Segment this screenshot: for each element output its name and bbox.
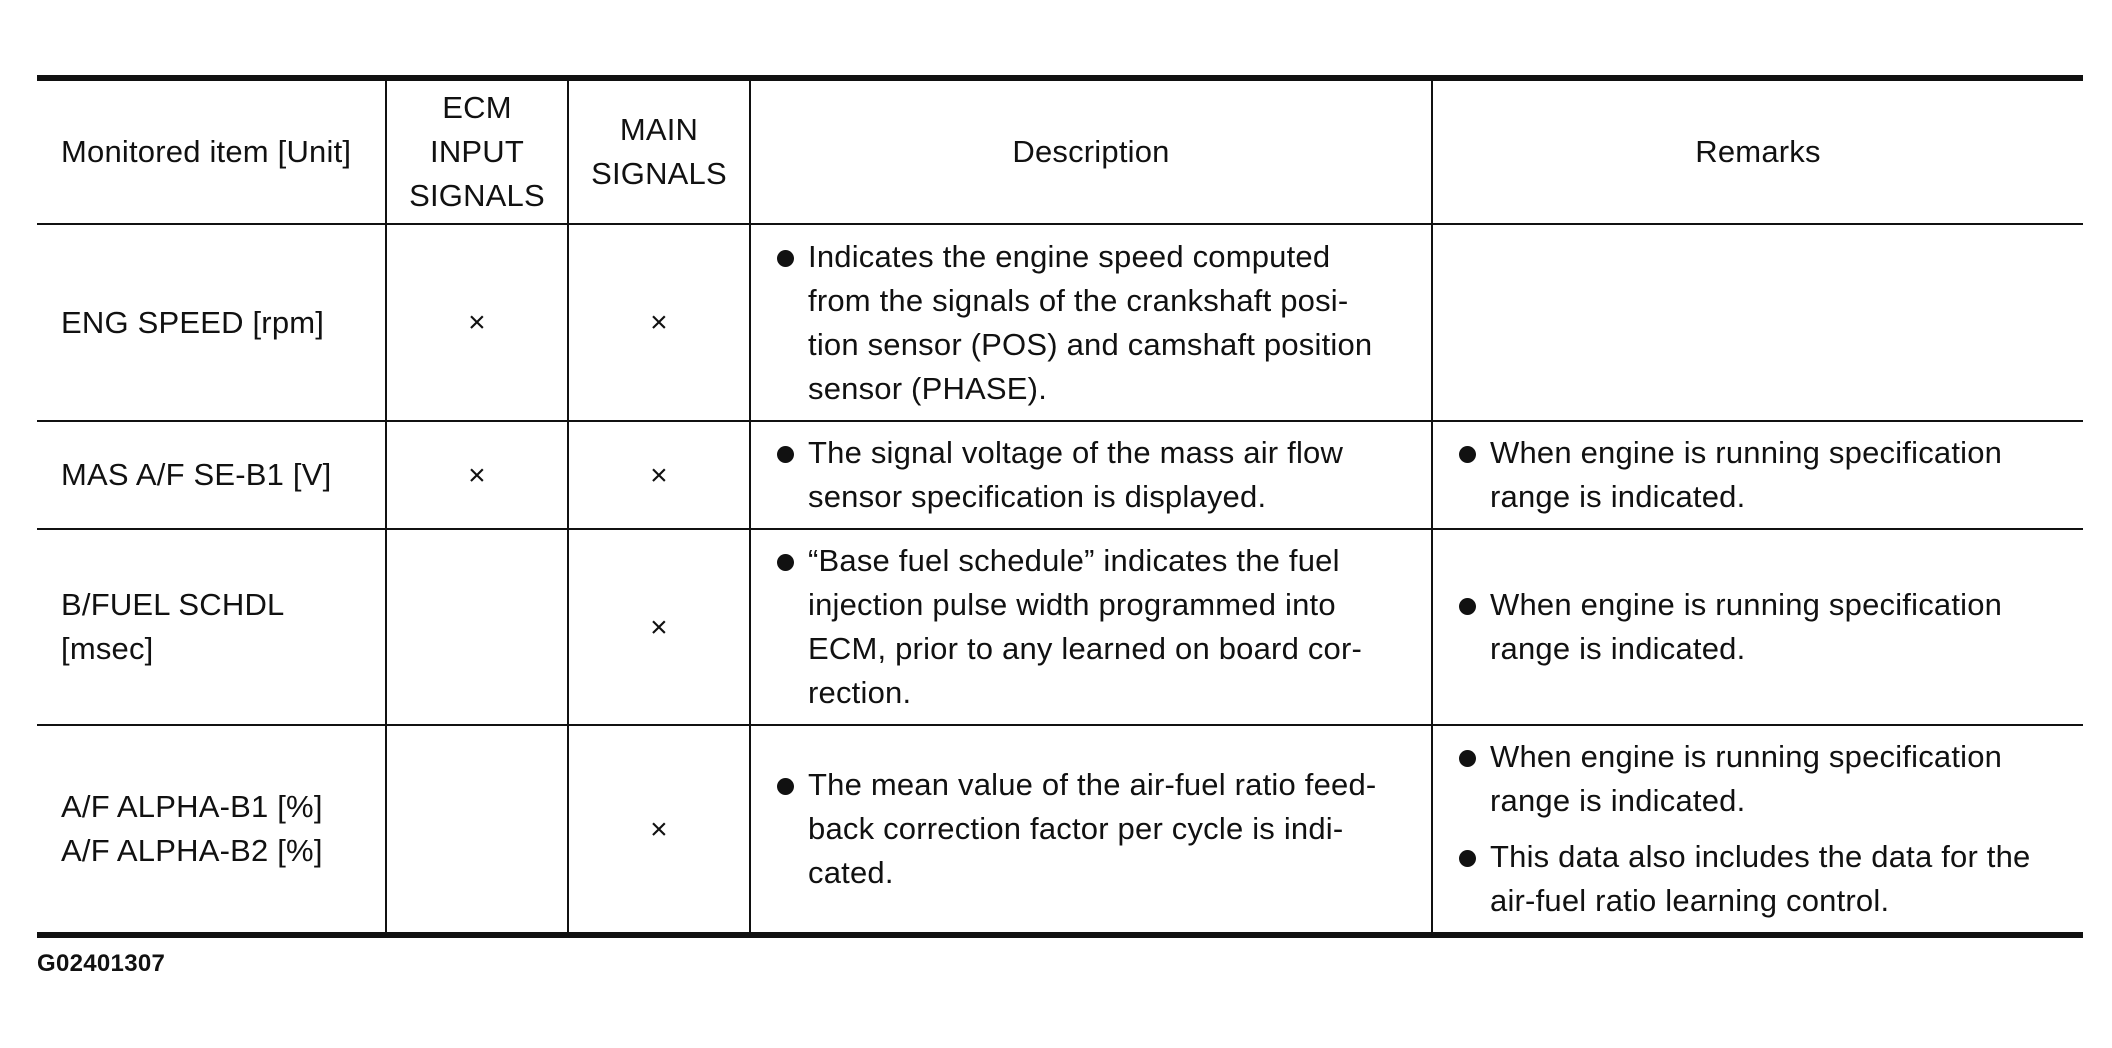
remarks-cell — [1432, 224, 2083, 421]
ecm-input-mark-cell: × — [386, 421, 568, 529]
bullet-icon — [1459, 446, 1476, 463]
description-bullet: The signal voltage of the mass air flow sensor specification is displayed. — [775, 431, 1419, 519]
monitored-item-cell: B/FUEL SCHDL [msec] — [37, 529, 386, 725]
bullet-icon — [777, 554, 794, 571]
main-signal-mark-cell: × — [568, 725, 750, 935]
main-signal-mark-cell: × — [568, 421, 750, 529]
table-row — [37, 725, 2083, 935]
figure-id-label: G02401307 — [37, 950, 166, 977]
header-main-signals: MAIN SIGNALS — [568, 78, 750, 224]
ecm-input-mark-cell: × — [386, 224, 568, 421]
remarks-bullet: When engine is running specification range is indicated. — [1457, 735, 2071, 823]
remarks-cell — [1432, 529, 2083, 725]
description-bullet: Indicates the engine speed computed from the signals of the crankshaft posi- tion sensor (POS) and camshaft position sensor (PHASE). — [775, 235, 1419, 411]
main-signal-mark-cell: × — [568, 529, 750, 725]
main-signal-mark-cell: × — [568, 224, 750, 421]
monitored-item-cell: A/F ALPHA-B1 [%] A/F ALPHA-B2 [%] — [37, 725, 386, 935]
remarks-cell — [1432, 725, 2083, 935]
remarks-bullet: When engine is running specification range is indicated. — [1457, 431, 2071, 519]
bullet-icon — [777, 778, 794, 795]
monitored-item-cell: MAS A/F SE-B1 [V] — [37, 421, 386, 529]
ecm-input-mark-cell — [386, 725, 568, 935]
remarks-cell — [1432, 421, 2083, 529]
description-cell — [750, 725, 1432, 935]
table-header-row — [37, 78, 2083, 224]
bullet-icon — [1459, 850, 1476, 867]
table-row — [37, 224, 2083, 421]
header-monitored-item: Monitored item [Unit] — [37, 78, 386, 224]
header-remarks: Remarks — [1432, 78, 2083, 224]
remarks-bullet: When engine is running specification range is indicated. — [1457, 583, 2071, 671]
description-cell — [750, 529, 1432, 725]
bullet-icon — [1459, 598, 1476, 615]
table-row — [37, 421, 2083, 529]
description-cell — [750, 421, 1432, 529]
bullet-icon — [777, 250, 794, 267]
description-cell — [750, 224, 1432, 421]
ecm-input-mark-cell — [386, 529, 568, 725]
bullet-icon — [1459, 750, 1476, 767]
header-description: Description — [750, 78, 1432, 224]
description-bullet: The mean value of the air-fuel ratio feed- back correction factor per cycle is indi- cated. — [775, 763, 1419, 895]
header-ecm-input-signals: ECM INPUT SIGNALS — [386, 78, 568, 224]
monitored-item-cell: ENG SPEED [rpm] — [37, 224, 386, 421]
remarks-bullet: This data also includes the data for the air-fuel ratio learning control. — [1457, 835, 2071, 923]
bullet-icon — [777, 446, 794, 463]
description-bullet: “Base fuel schedule” indicates the fuel injection pulse width programmed into ECM, prior to any learned on board cor- rection. — [775, 539, 1419, 715]
table-row — [37, 529, 2083, 725]
monitored-items-table — [37, 75, 2083, 938]
